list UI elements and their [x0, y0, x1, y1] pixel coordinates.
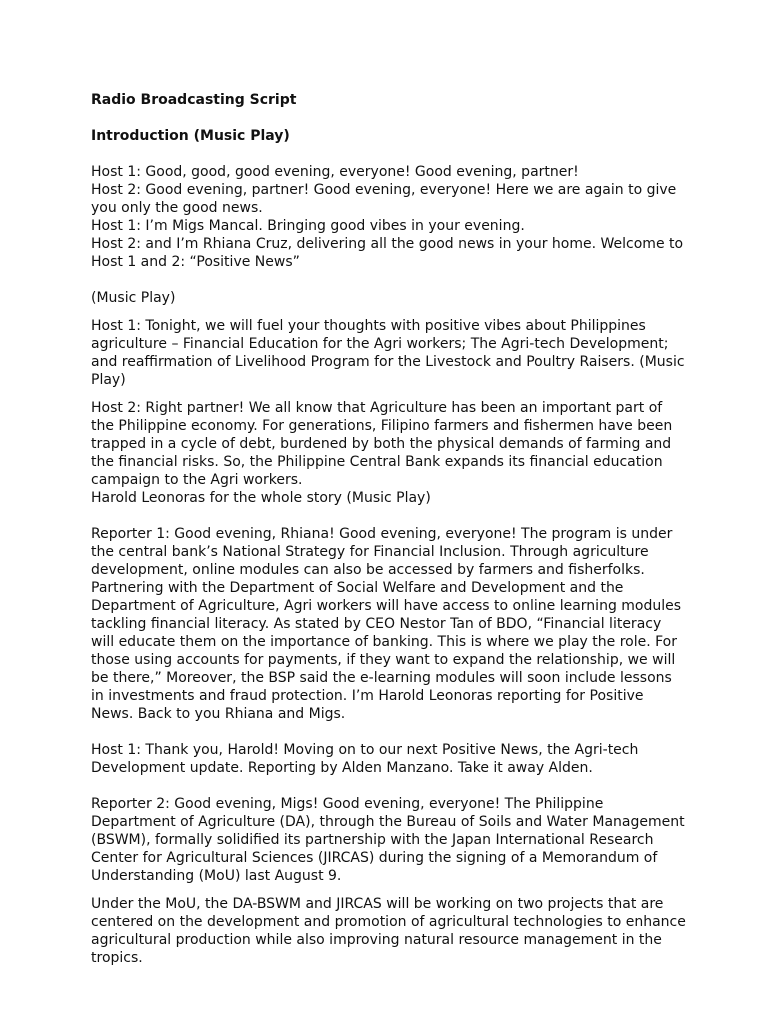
document-page [91, 91, 687, 967]
reporter2-paragraph: Reporter 2: Good evening, Migs! Good evening, everyone! The Philippine Department of Agriculture (DA), through the Bureau of Soils and Water Management (BSWM), formally solidified its partnership with the Japan International Research Center for Agricultural Sciences (JIRCAS) during the signing of a Memorandum of Understanding (MoU) last August 9. [91, 796, 685, 884]
document-title: Radio Broadcasting Script [91, 92, 297, 108]
music-cue-paragraph: (Music Play) [91, 290, 176, 306]
host2-paragraph: Host 2: Right partner! We all know that Agriculture has been an important part of the Philippine economy. For generations, Filipino farmers and fishermen have been trapped in a cycle of debt, burdened by both the physical demands of farming and the financial risks. So, the Philippine Central Bank expands its financial education campaign to the Agri workers. Harold Leonoras for the whole story (Music Play) [91, 400, 673, 506]
mou-paragraph: Under the MoU, the DA-BSWM and JIRCAS will be working on two projects that are centered on the development and promotion of agricultural technologies to enhance agricultural production while also improving natural resource management in the tropics. [91, 896, 686, 966]
dialogue-paragraph-intro: Host 1: Good, good, good evening, everyone! Good evening, partner! Host 2: Good evening, partner! Good evening, everyone! Here we are again to give you only the good news. Host 1: I’m Migs Mancal. Bringing good vibes in your evening. Host 2: and I’m Rhiana Cruz, delivering all the good news in your home. Welcome to Host 1 and 2: “Positive News” [91, 164, 684, 270]
section-heading: Introduction (Music Play) [91, 128, 290, 144]
host1-transition-paragraph: Host 1: Thank you, Harold! Moving on to our next Positive News, the Agri-tech Development update. Reporting by Alden Manzano. Take it away Alden. [91, 742, 639, 776]
host1-paragraph: Host 1: Tonight, we will fuel your thoughts with positive vibes about Philippines agriculture – Financial Education for the Agri workers; The Agri-tech Development; and reaffirmation of Livelihood Program for the Livestock and Poultry Raisers. (Music Play) [91, 318, 685, 388]
reporter1-paragraph: Reporter 1: Good evening, Rhiana! Good evening, everyone! The program is under the central bank’s National Strategy for Financial Inclusion. Through agriculture development, online modules can also be accessed by farmers and fisherfolks. Partnering with the Department of Social Welfare and Development and the Department of Agriculture, Agri workers will have access to online learning modules tackling financial literacy. As stated by CEO Nestor Tan of BDO, “Financial literacy will educate them on the importance of banking. This is where we play the role. For those using accounts for payments, if they want to expand the relationship, we will be there,” Moreover, the BSP said the e-learning modules will soon include lessons in investments and fraud protection. I’m Harold Leonoras reporting for Positive News. Back to you Rhiana and Migs. [91, 526, 682, 722]
